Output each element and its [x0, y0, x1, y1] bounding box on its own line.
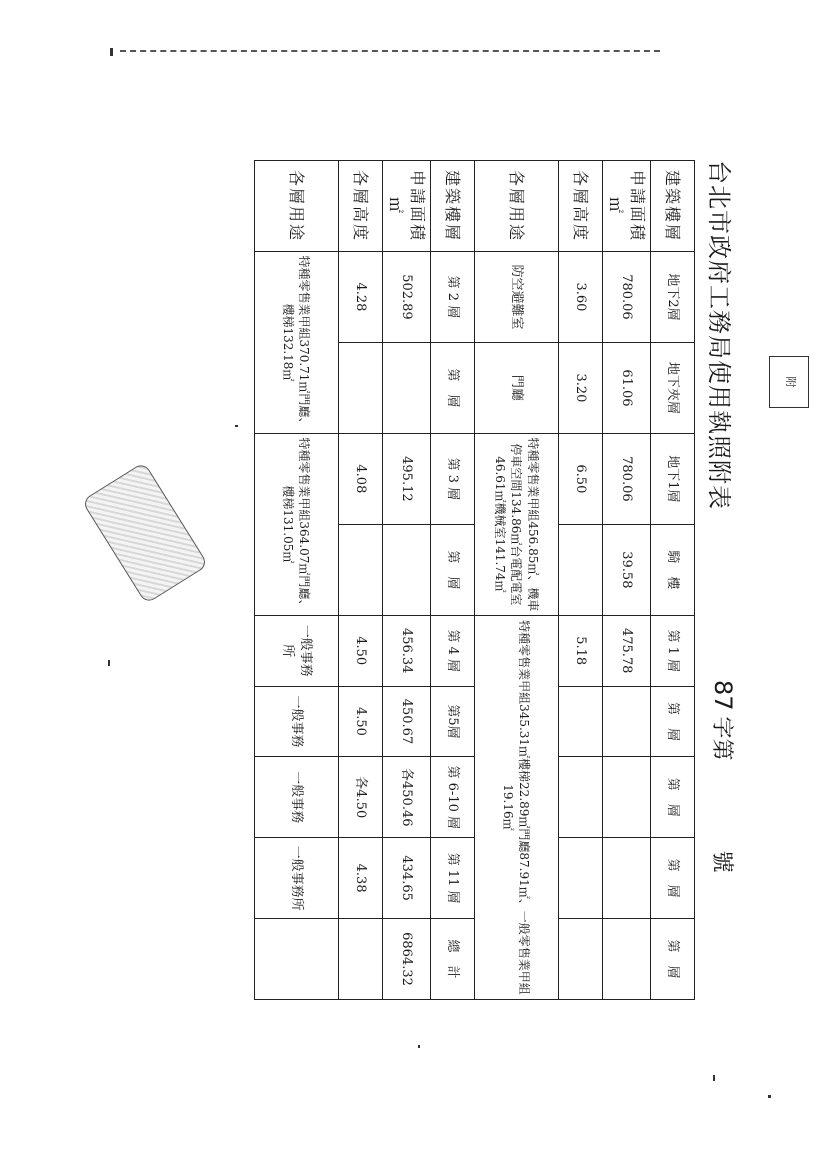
header-area-label: 申請面積㎡	[602, 161, 650, 252]
cell-height	[338, 919, 382, 1000]
scan-speck	[110, 48, 113, 56]
cell-floor: 第 層	[430, 342, 474, 433]
scan-speck	[768, 1095, 771, 1098]
cell-area: 475.78	[602, 615, 650, 686]
cell-height: 4.28	[338, 251, 382, 342]
cell-floor: 第 層	[651, 686, 695, 757]
cell-area: 780.06	[602, 433, 650, 524]
cell-use	[254, 919, 338, 1000]
attachment-stamp: 附	[769, 356, 809, 408]
cell-height: 各4.50	[338, 757, 382, 838]
cell-use: 特種零售業甲組370.71㎡門廳、樓梯132.18㎡	[254, 251, 338, 433]
row-use-a	[474, 161, 558, 1000]
cell-area	[382, 524, 430, 615]
cell-floor: 第 層	[651, 757, 695, 838]
header-height-label: 各層高度	[338, 161, 382, 252]
cell-height: 4.38	[338, 838, 382, 919]
header-height-label: 各層高度	[558, 161, 602, 252]
cell-floor: 第 1 層	[651, 615, 695, 686]
scan-speck	[235, 425, 238, 427]
cell-area: 61.06	[602, 342, 650, 433]
cell-area	[602, 686, 650, 757]
cell-floor: 第 3 層	[430, 433, 474, 524]
scan-speck	[108, 660, 110, 666]
cell-floor: 第 6-10 層	[430, 757, 474, 838]
cell-area	[602, 838, 650, 919]
cell-use: 防空避難室	[474, 251, 558, 342]
header-use-label: 各層用途	[254, 161, 338, 252]
cell-height: 4.50	[338, 615, 382, 686]
document-number-value: 87	[709, 680, 737, 711]
cell-height	[558, 838, 602, 919]
cell-height: 4.50	[338, 686, 382, 757]
cell-height	[338, 524, 382, 615]
cell-area	[602, 919, 650, 1000]
row-height-b	[338, 161, 382, 1000]
cell-floor: 騎 樓	[651, 524, 695, 615]
cell-height: 3.60	[558, 251, 602, 342]
cell-area: 450.67	[382, 686, 430, 757]
cell-area	[602, 757, 650, 838]
cell-use: 特種零售業甲組364.07㎡門廳、樓梯131.05㎡	[254, 433, 338, 615]
cell-floor: 第 層	[651, 919, 695, 1000]
cell-height	[338, 342, 382, 433]
row-area-a	[602, 161, 650, 1000]
row-floors-a	[651, 161, 695, 1000]
cell-height: 3.20	[558, 342, 602, 433]
scan-mark-top	[120, 50, 660, 52]
document-number-suffix: 字第	[709, 716, 734, 761]
cell-floor: 地下2層	[651, 251, 695, 342]
cell-use: 門廳	[474, 342, 558, 433]
cell-height	[558, 919, 602, 1000]
cell-use: 一般事務	[254, 686, 338, 757]
cell-height: 5.18	[558, 615, 602, 686]
cell-area: 495.12	[382, 433, 430, 524]
cell-use: 特種零售業甲組456.85㎡、機車停車空間134.86㎡台電配電室46.61㎡機械室141.74㎡	[474, 433, 558, 615]
cell-floor: 總 計	[430, 919, 474, 1000]
permit-table	[254, 160, 695, 1000]
cell-area: 456.34	[382, 615, 430, 686]
cell-floor: 地下夾層	[651, 342, 695, 433]
cell-use: 一般事務	[254, 757, 338, 838]
cell-floor: 第 層	[651, 838, 695, 919]
row-area-b	[382, 161, 430, 1000]
cell-area: 780.06	[602, 251, 650, 342]
header-floor-label: 建築樓層	[651, 161, 695, 252]
cell-height: 4.08	[338, 433, 382, 524]
cell-use: 特種零售業甲組345.31㎡樓梯22.89㎡門廳87.91㎡、一般零售業甲組19.16㎡	[474, 615, 558, 999]
cell-area: 各450.46	[382, 757, 430, 838]
cell-area: 434.65	[382, 838, 430, 919]
row-height-a	[558, 161, 602, 1000]
cell-area: 39.58	[602, 524, 650, 615]
cell-floor: 第 11 層	[430, 838, 474, 919]
cell-height	[558, 686, 602, 757]
cell-use: 一般事務所	[254, 838, 338, 919]
scan-speck	[418, 1045, 420, 1048]
cell-floor: 第5層	[430, 686, 474, 757]
title-row	[695, 160, 745, 1000]
cell-area	[382, 342, 430, 433]
row-use-b	[254, 161, 338, 1000]
document-number-tail: 號	[709, 850, 734, 873]
rotated-document	[280, 160, 745, 1000]
document-number	[708, 680, 739, 873]
cell-height	[558, 524, 602, 615]
cell-height: 6.50	[558, 433, 602, 524]
document-title: 台北市政府工務局使用執照附表	[705, 160, 733, 510]
cell-floor: 第 層	[430, 524, 474, 615]
cell-area: 6864.32	[382, 919, 430, 1000]
cell-floor: 地下1層	[651, 433, 695, 524]
row-floors-b	[430, 161, 474, 1000]
scan-speck	[713, 1075, 715, 1081]
header-area-label: 申請面積㎡	[382, 161, 430, 252]
cell-use: 一般事務所	[254, 615, 338, 686]
cell-floor: 第 2 層	[430, 251, 474, 342]
cell-height	[558, 757, 602, 838]
cell-floor: 第 4 層	[430, 615, 474, 686]
header-use-label: 各層用途	[474, 161, 558, 252]
cell-area: 502.89	[382, 251, 430, 342]
scan-smudge	[81, 462, 208, 605]
header-floor-label: 建築樓層	[430, 161, 474, 252]
